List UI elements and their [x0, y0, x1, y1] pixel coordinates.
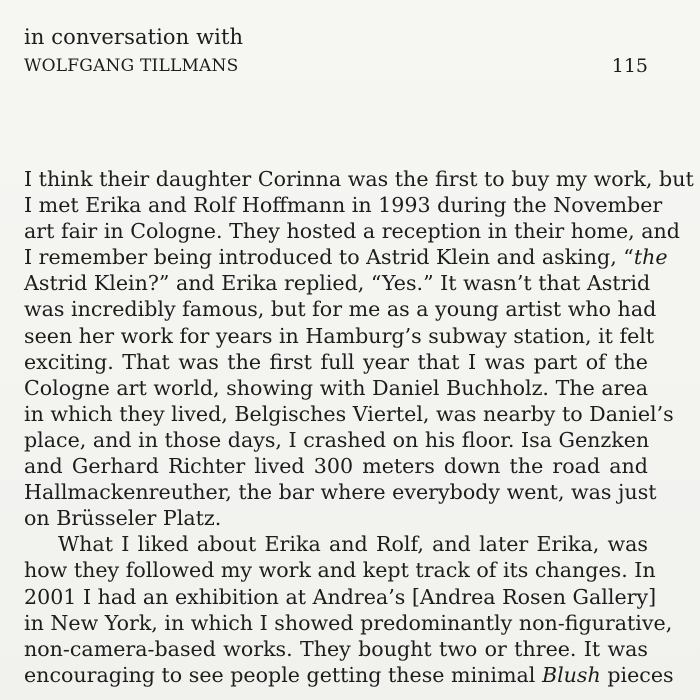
text-line: art fair in Cologne. They hosted a reception in their home, and — [24, 219, 680, 244]
text-line: Astrid Klein?” and Erika replied, “Yes.” It wasn’t that Astrid — [24, 271, 651, 296]
text-line: What I liked about Erika and Rolf, and later Erika, was — [58, 532, 648, 557]
text-line: was incredibly famous, but for me as a young artist who had — [24, 297, 657, 322]
text-line: I think their daughter Corinna was the first to buy my work, but — [24, 167, 694, 191]
text-line — [24, 244, 668, 270]
text-line — [24, 662, 674, 688]
text-line: on Brüsseler Platz. — [24, 506, 222, 531]
body-text — [24, 166, 694, 700]
text-line: 2001 I had an exhibition at Andrea’s [Andrea Rosen Gallery] — [24, 584, 657, 609]
text-line: Cologne art world, showing with Daniel Buchholz. The area — [24, 375, 648, 400]
text-line-part: I remember being introduced to Astrid Klein and asking, “ — [24, 245, 634, 270]
text-line: in which they lived, Belgisches Viertel, was nearby to Daniel’s — [24, 401, 674, 426]
running-header-name: WOLFGANG TILLMANS — [24, 56, 239, 76]
text-line: how they followed my work and kept track of its changes. In — [24, 558, 656, 583]
text-line: exciting. That was the first full year that I was part of the — [24, 349, 648, 374]
text-line: in New York, in which I showed predominantly non-figurative, — [24, 610, 673, 635]
running-header-subtitle: in conversation with — [24, 25, 244, 49]
text-line-part: encouraging to see people getting these minimal — [24, 662, 542, 687]
italic-text: Blush — [541, 662, 601, 687]
text-line: I met Erika and Rolf Hoffmann in 1993 during the November — [24, 193, 663, 218]
text-line: and Gerhard Richter lived 300 meters down the road and — [24, 454, 648, 479]
text-line: place, and in those days, I crashed on his floor. Isa Genzken — [24, 427, 650, 452]
italic-text: the — [633, 245, 668, 270]
text-line: non-camera-based works. They bought two or three. It was — [24, 636, 648, 661]
text-line: seen her work for years in Hamburg’s subway station, it felt — [24, 323, 655, 348]
page-number: 115 — [611, 55, 648, 77]
text-line: Hallmackenreuther, the bar where everybody went, was just — [24, 480, 657, 505]
text-line-part: pieces — [600, 662, 674, 687]
